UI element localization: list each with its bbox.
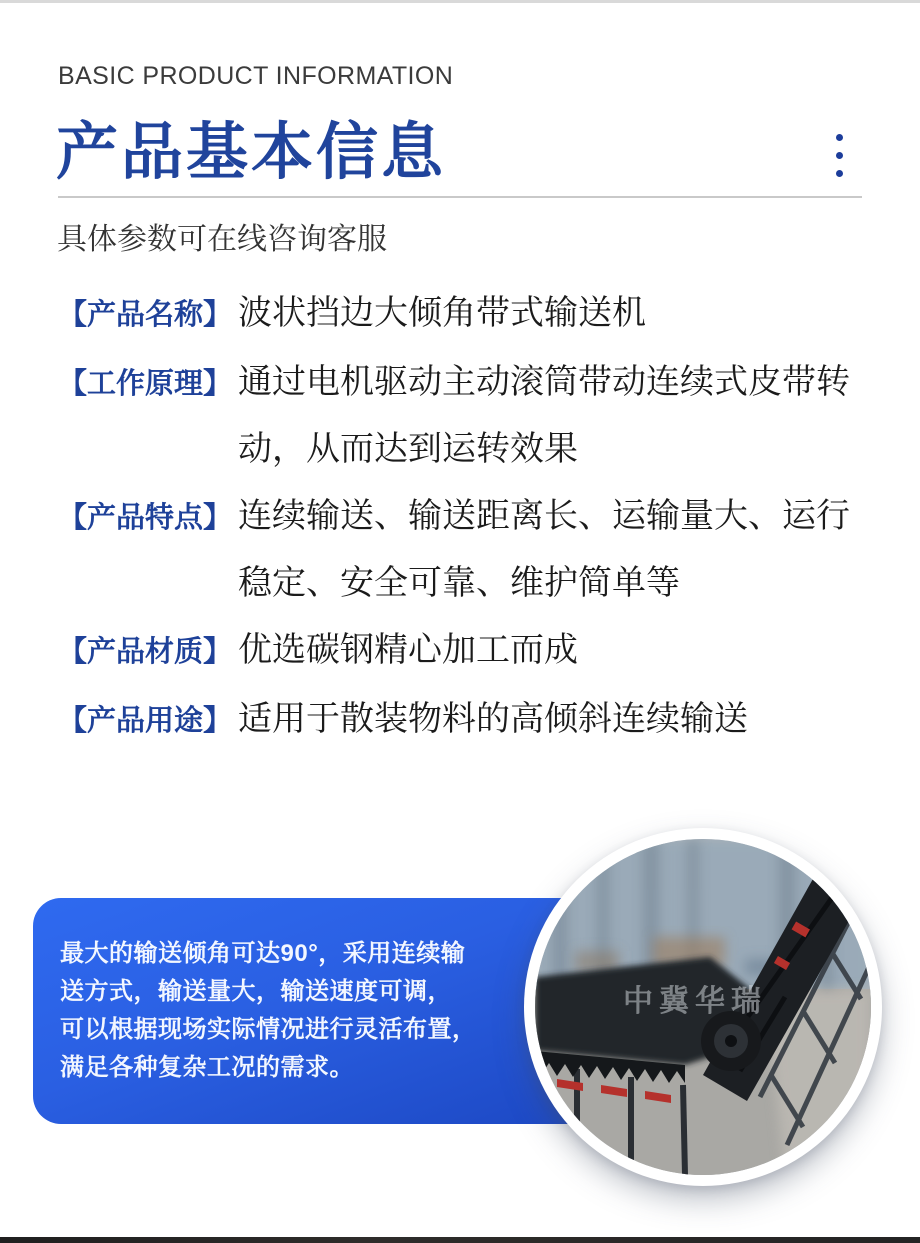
- vertical-dots-decoration: [836, 134, 843, 177]
- photo-watermark: 中冀华瑞: [623, 985, 767, 1018]
- spec-value: 连续输送、输送距离长、运输量大、运行 稳定、安全可靠、维护简单等: [238, 497, 850, 602]
- bottom-section-edge: [0, 1237, 920, 1243]
- spec-row-working-principle: [58, 349, 866, 483]
- product-spec-list: [58, 280, 866, 755]
- spec-label: 【产品特点】: [58, 502, 233, 534]
- feature-highlight-card: 最大的输送倾角可达90°，采用连续输 送方式，输送量大，输送速度可调， 可以根据现场实际情况进行灵活布置， 满足各种复杂工况的需求。: [33, 898, 619, 1124]
- spec-row-product-name: [58, 280, 866, 349]
- spec-label: 【产品材质】: [58, 636, 233, 668]
- spec-value: 适用于散装物料的高倾斜连续输送: [238, 700, 748, 738]
- dot-icon: [836, 134, 843, 141]
- spec-label: 【工作原理】: [58, 368, 233, 400]
- spec-row-product-material: [58, 617, 866, 686]
- dot-icon: [836, 152, 843, 159]
- top-divider-strip: [0, 0, 920, 3]
- product-photo-circle: [524, 828, 882, 1186]
- horizontal-rule: [58, 196, 862, 198]
- spec-row-product-features: [58, 483, 866, 617]
- section-eyebrow: BASIC PRODUCT INFORMATION: [58, 62, 454, 90]
- spec-row-product-usage: [58, 686, 866, 755]
- dot-icon: [836, 170, 843, 177]
- spec-value: 通过电机驱动主动滚筒带动连续式皮带转 动，从而达到运转效果: [238, 363, 850, 468]
- page-title: 产品基本信息: [56, 118, 447, 187]
- spec-label: 【产品用途】: [58, 705, 233, 737]
- spec-label: 【产品名称】: [58, 299, 233, 331]
- conveyor-photo: [535, 839, 871, 1175]
- spec-value: 波状挡边大倾角带式输送机: [238, 294, 646, 332]
- spec-value: 优选碳钢精心加工而成: [238, 631, 578, 669]
- conveyor-photo-illustration: [535, 839, 871, 1175]
- section-subtitle: 具体参数可在线咨询客服: [57, 223, 387, 256]
